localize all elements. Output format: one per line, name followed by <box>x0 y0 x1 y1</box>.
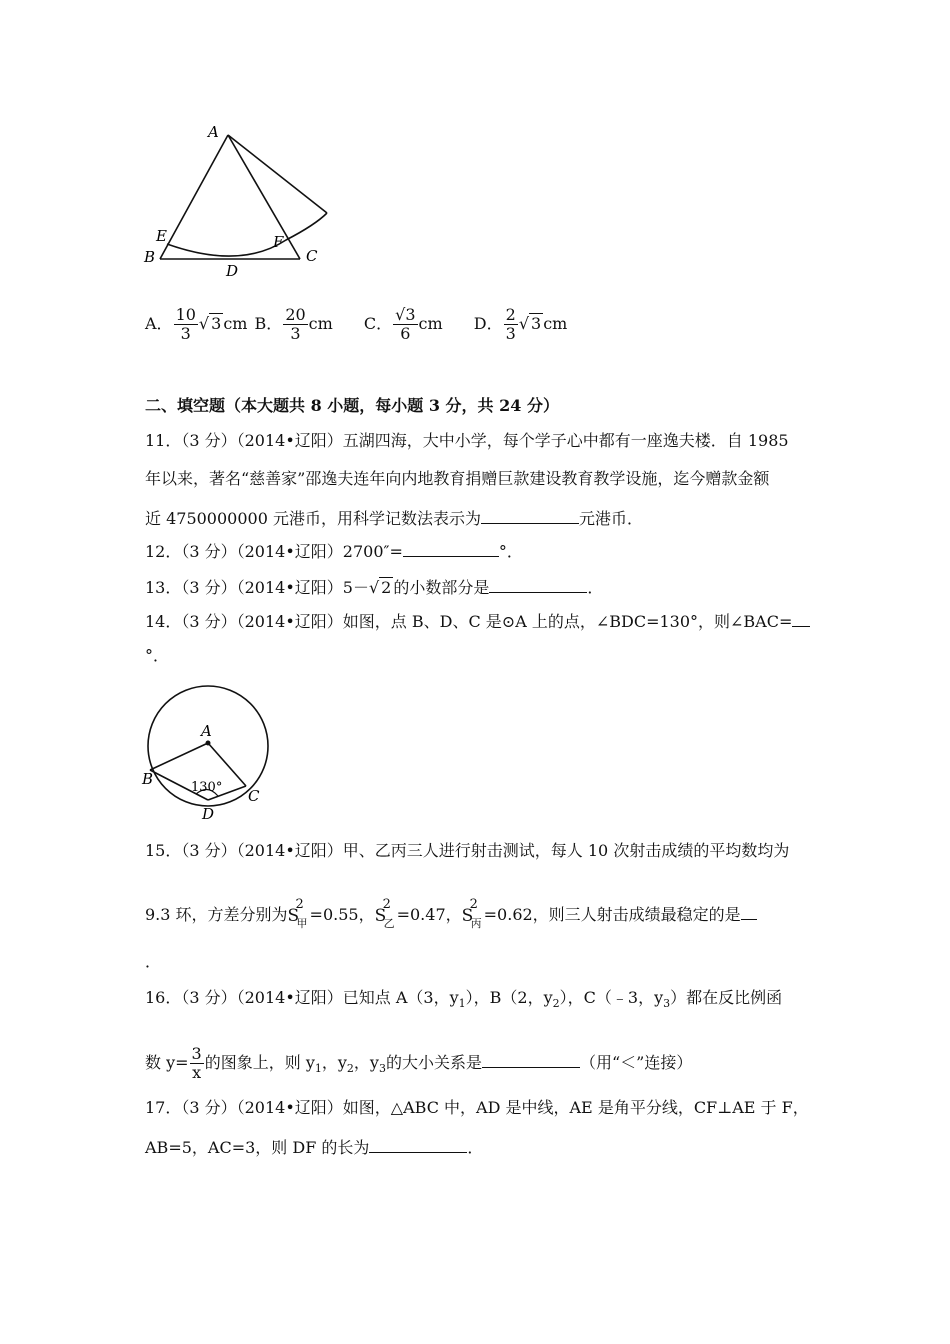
variance-yi: S 2 乙 <box>374 896 395 930</box>
q14-line2: °． <box>145 646 170 665</box>
label-D2: D <box>202 805 215 823</box>
label-D: D <box>226 262 239 280</box>
q16-line2: 数 y= $\frac{3}{x}$ 的图象上，则 $y_1$，$y_2$，$y_3$的大小关系是 （用“＜”连接） <box>145 1044 693 1082</box>
option-a: A． $\frac{10}{3}$ √ 3 cm <box>145 305 248 343</box>
label-B2: B <box>142 770 154 788</box>
q16-line1: 16．（3 分）（2014•辽阳）已知点 A（3，$y_1$），B（2，$y_2$），C（﹣3，$y_3$）都在反比例函 <box>145 988 783 1011</box>
label-E: E <box>156 227 167 245</box>
q12-answer-blank[interactable] <box>403 540 499 557</box>
label-F: F <box>273 233 284 251</box>
q17-answer-blank[interactable] <box>369 1136 467 1153</box>
q15-answer-blank[interactable] <box>741 903 757 920</box>
q15-line1: 15．（3 分）（2014•辽阳）甲、乙丙三人进行射击测试，每人 10 次射击成绩的平均数均为 <box>145 841 790 860</box>
q16-answer-blank[interactable] <box>482 1051 580 1068</box>
q11-line2: 年以来，著名“慈善家”邵逸夫连年向内地教育捐赠巨款建设教育教学设施，迄今赠款金额 <box>145 469 770 488</box>
q11-line1: 11．（3 分）（2014•辽阳）五湖四海，大中小学，每个学子心中都有一座逸夫楼．自 1985 <box>145 431 789 450</box>
section-heading: 二、填空题（本大题共 8 小题，每小题 3 分，共 24 分） <box>145 396 559 415</box>
q17-line2: AB=5，AC=3，则 DF 的长为 ． <box>145 1138 484 1157</box>
option-b: B． $\frac{20}{3}$ cm <box>254 305 333 343</box>
figure-2-circle <box>138 678 278 826</box>
option-c: C． $\frac{√3}{6}$ cm <box>363 305 443 343</box>
q14-answer-blank[interactable] <box>792 610 810 627</box>
label-B: B <box>144 248 156 266</box>
label-A2: A <box>201 722 212 740</box>
q13-answer-blank[interactable] <box>489 576 587 593</box>
label-A: A <box>208 123 219 141</box>
q11-line3: 近 4750000000 元港币，用科学记数法表示为 元港币． <box>145 509 643 528</box>
label-C: C <box>306 247 318 265</box>
angle-130: 130° <box>191 780 223 795</box>
q14-line1: 14．（3 分）（2014•辽阳）如图，点 B、D、C 是⊙A 上的点，∠BDC=130°，则∠BAC= <box>145 610 810 632</box>
q15-line2: 9.3 环，方差分别为 S 2 甲 =0.55， S 2 乙 =0.47， S 2 丙 =0.62，则三人射击成绩最稳定的是 <box>145 903 757 928</box>
figure-1-triangle-arc <box>140 120 340 280</box>
q11-answer-blank[interactable] <box>481 507 579 524</box>
variance-jia: S 2 甲 <box>287 896 308 930</box>
option-d: D． $\frac{2}{3}$ √ 3 cm <box>473 305 568 343</box>
answer-options <box>145 306 567 343</box>
fraction-3-over-x: $\frac{3}{x}$ <box>191 1044 202 1082</box>
q15-line3: ． <box>145 952 162 971</box>
q17-line1: 17．（3 分）（2014•辽阳）如图，△ABC 中，AD 是中线，AE 是角平分线，CF⊥AE 于 F， <box>145 1098 809 1117</box>
label-C2: C <box>248 787 260 805</box>
q13: 13．（3 分）（2014•辽阳）5－√ 2 的小数部分是 ． <box>145 578 604 597</box>
variance-bing: S 2 丙 <box>461 896 482 930</box>
q12: 12．（3 分）（2014•辽阳）2700″= °． <box>145 542 523 561</box>
